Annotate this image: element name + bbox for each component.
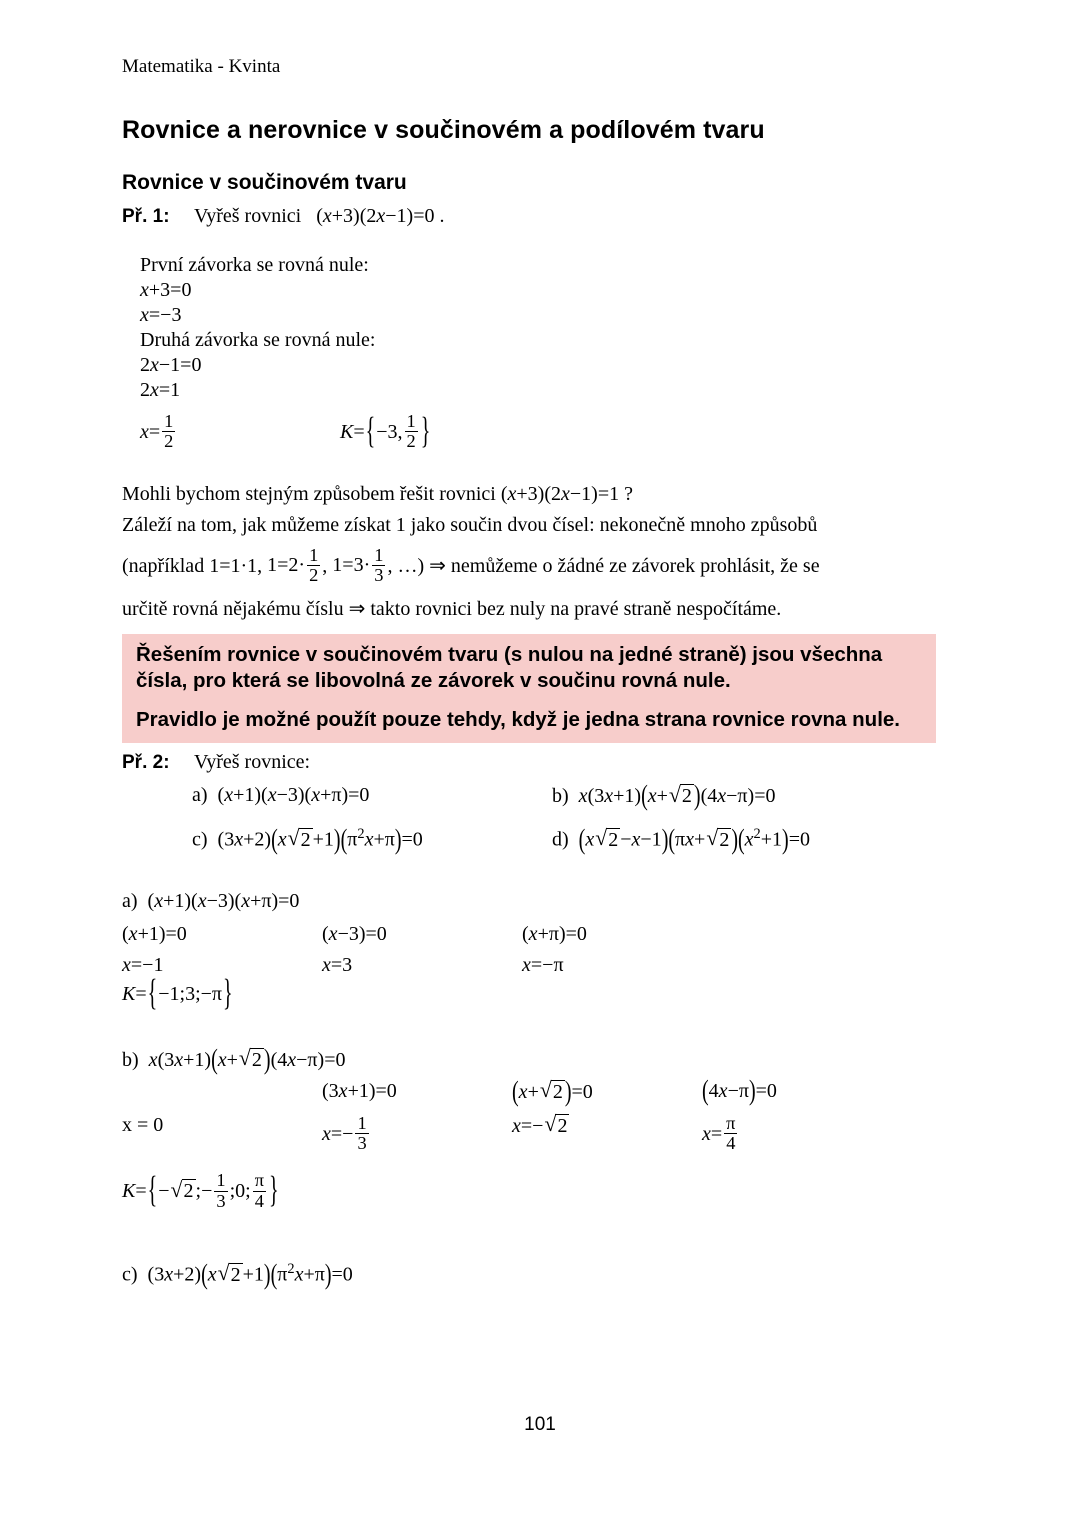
discussion-line3-f: ⇒ nemůžeme o žádné ze závorek prohlásit, že se [429, 554, 820, 577]
solution-a-factor-3: (x+π)=0 [522, 922, 587, 945]
solution-b-factors-row [122, 1074, 962, 1108]
discussion-line-1 [122, 480, 962, 509]
example1-step-5: 2x=1 [140, 379, 181, 401]
example2-item-b: b) x(3x+1)(x+ √ 2 )(4x−π)=0 [552, 784, 775, 808]
section-title: Rovnice v součinovém tvaru [122, 171, 407, 194]
solution-b-equation: b) x(3x+1)(x+ √ 2 )(4x−π)=0 [122, 1048, 962, 1072]
example1-solution-set: K={−3, $\frac{1}{2}$ } [340, 410, 431, 452]
discussion-line-3: (například 1=1·1, 1=2· $\frac{1}{2}$ , 1=3· $\frac{1}{3}$ , …) ⇒ nemůžeme o žádné ze závorek prohlásit, že se [122, 544, 820, 585]
discussion-line4-a: určitě rovná nějakému číslu [122, 598, 344, 621]
solution-b-root-1: x = 0 [122, 1113, 164, 1136]
discussion-line4-b: ⇒ takto rovnici bez nuly na pravé straně nespočítáme. [348, 598, 782, 621]
solution-a-root-1: x=−1 [122, 953, 164, 976]
page-number: 101 [524, 1414, 556, 1435]
example2-row-cd [122, 824, 962, 854]
solution-c-tag: c) [122, 1263, 138, 1286]
discussion-line3-a: (například [122, 554, 205, 577]
solution-a-root-3: x=−π [522, 953, 564, 976]
example2-row-ab [122, 779, 962, 812]
example1-frac-den: 2 [164, 431, 174, 452]
solution-b-factor-2: (3x+1)=0 [322, 1079, 397, 1102]
page-content [122, 56, 962, 1289]
solution-b-root2-num: 1 [357, 1112, 367, 1133]
example2-prompt: Vyřeš rovnice: [194, 750, 311, 773]
example1-equation: (x+3)(2x−1)=0 . [316, 205, 445, 227]
solution-b-root4-num: π [726, 1112, 736, 1133]
solution-b-root2-den: 3 [357, 1132, 367, 1153]
example1-solution [140, 254, 962, 454]
example2-header [122, 751, 962, 774]
example1-frac-num: 1 [164, 411, 174, 431]
example2-label: Př. 2: [122, 751, 170, 773]
example1-step-4: 2x−1=0 [140, 354, 202, 376]
example1-step-3: Druhá závorka se rovná nule: [140, 329, 376, 351]
rule-highlight-box [122, 634, 936, 743]
solution-b-tag: b) [122, 1048, 139, 1071]
solution-a-equation: a) (x+1)(x−3)(x+π)=0 [122, 889, 300, 912]
solution-a-set: K={−1;3;−π} [122, 972, 233, 1014]
solution-a-factors [122, 921, 962, 948]
discussion-frac1-den: 2 [309, 564, 319, 585]
solution-a-tag: a) [122, 889, 138, 912]
solution-b-factor-3: (x+ √ 2 )=0 [512, 1080, 702, 1104]
example2-item-d: d) (x √ 2 −x−1)(πx+ √ 2 )$(x^2+1)=0$ [552, 826, 810, 852]
discussion-line1-equation: (x+3)(2x−1)=1 ? [500, 482, 634, 505]
example1-root: x= $\frac{1}{2}$ [140, 411, 174, 452]
example1-result-row [140, 410, 962, 454]
discussion-line-2: Záleží na tom, jak můžeme získat 1 jako součin dvou čísel: nekonečně mnoho způsobů [122, 513, 818, 536]
example1-step-1: x+3=0 [140, 279, 192, 301]
rule-text-1: Řešením rovnice v součinovém tvaru (s nulou na jedné straně) jsou všechna čísla, pro která se libovolná ze závorek v součinu rovná nule. [136, 643, 883, 693]
discussion-frac2-den: 3 [374, 564, 384, 585]
discussion-line3-e: …) [397, 554, 425, 577]
discussion-line1-text: Mohli bychom stejným způsobem řešit rovnici [122, 482, 496, 505]
solution-a-roots [122, 952, 962, 979]
solution-c-equation: c) (3x+2)(x √ $2 +1)(\pi^2x+\pi)=0$ [122, 1261, 962, 1287]
discussion-line3-d: 1=3· $\frac{1}{3}$ [332, 544, 384, 585]
solution-a-factor-2: (x−3)=0 [322, 922, 387, 945]
discussion-line3-b: 1=1·1 [209, 554, 258, 577]
example2-item-c: c) (3x+2)(x √ $2 +1)(\pi^2x+\pi)=0$ [192, 826, 552, 852]
example1-header [122, 205, 962, 228]
solution-a-root-2: x=3 [322, 953, 353, 976]
page-title: Rovnice a nerovnice v součinovém a podílovém tvaru [122, 116, 765, 144]
example1-step-0: První závorka se rovná nule: [140, 254, 369, 276]
example2-item-a: a) (x+1)(x−3)(x+π)=0 [192, 783, 370, 806]
solution-b-root-2: x=− $\frac{1}{3}$ [322, 1112, 367, 1153]
example2-item-d-tag: d) [552, 828, 569, 851]
example1-step-2: x=−3 [140, 304, 182, 326]
rule-text-2: Pravidlo je možné použít pouze tehdy, když je jedna strana rovnice rovna nule. [136, 707, 900, 731]
solution-b-factor-4: (4x−π)=0 [702, 1074, 777, 1107]
solution-b-roots-row [122, 1112, 962, 1156]
solution-b-root4-den: 4 [724, 1133, 737, 1153]
discussion-frac1-num: 1 [309, 544, 319, 565]
solution-b-root-4: x= $\frac{\pi}{4}$ [702, 1112, 736, 1153]
solution-a-factor-1: (x+1)=0 [122, 922, 187, 945]
solution-b-root-3: x=− √ 2 [512, 1114, 702, 1138]
example2-item-b-tag: b) [552, 784, 569, 807]
discussion-frac2-num: 1 [374, 544, 384, 565]
example1-label: Př. 1: [122, 206, 170, 227]
solution-b-set: K={− √ 2 ;− $\frac{1}{3}$ ;0; $\frac{\pi}{4}$ } [122, 1171, 962, 1211]
example2-item-a-tag: a) [192, 783, 208, 806]
discussion-line-4 [122, 595, 962, 624]
example1-prompt: Vyřeš rovnici [194, 205, 302, 227]
example2-item-c-tag: c) [192, 828, 208, 851]
running-head: Matematika - Kvinta [122, 56, 281, 77]
discussion-line3-c: 1=2· $\frac{1}{2}$ [267, 544, 319, 585]
